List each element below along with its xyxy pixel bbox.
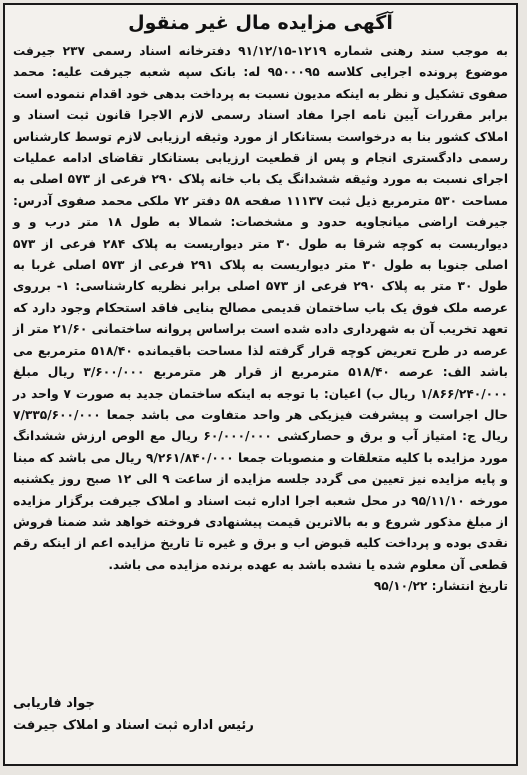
signature-block	[13, 693, 254, 737]
signer-name: جواد فاریابی	[13, 696, 95, 711]
notice-frame	[3, 3, 518, 766]
signer-title: رئیس اداره ثبت اسناد و املاک جیرفت	[13, 718, 254, 733]
publish-date: تاریخ انتشار: ۹۵/۱۰/۲۲	[373, 579, 508, 594]
notice-title: آگهی مزایده مال غیر منقول	[128, 12, 393, 34]
notice-body: به موجب سند رهنی شماره ۱۲۱۹-۹۱/۱۲/۱۵ دفترخانه اسناد رسمی ۲۳۷ جیرفت موضوع پرونده اجرایی کلاسه ۹۵۰۰۰۹۵ له: بانک سپه شعبه جیرفت علیه: محمد صفوی تشکیل و نظر به اینکه مدیون نسبت به پرداخت بدهی خود اقدام ننموده است برابر مقررات آیین نامه اجرا مفاد اسناد رسمی لازم الاجرا قانون ثبت اسناد و املاک کشور بنا به درخواست بستانکار از مورد وثیقه ارزیابی لازم توسط کارشناس رسمی دادگستری انجام و پس از قطعیت ارزیابی بستانکار تقاضای ادامه عملیات اجرای نسبت به مورد وثیقه ششدانگ یک باب خانه پلاک ۲۹۰ فرعی از ۵۷۳ اصلی به مساحت ۵۳۰ مترمربع ذیل ثبت ۱۱۱۳۷ صفحه ۵۸ دفتر ۷۲ ملکی محمد صفوی آدرس: جیرفت اراضی میانجاویه حدود و مشخصات: شمالا به طول ۱۸ متر درب و و دیواریست به کوچه شرقا به طول ۳۰ متر دیواریست به پلاک ۲۸۴ فرعی از ۵۷۳ اصلی جنوبا به طول ۳۰ متر دیواریست به پلاک ۲۹۱ فرعی از ۵۷۳ اصلی غربا به طول ۳۰ متر به پلاک ۲۹۰ فرعی از ۵۷۳ اصلی برابر نظریه کارشناسی: ۱- برروی عرصه ملک فوق یک باب ساختمان قدیمی مصالح بنایی فاقد استحکام وجود دارد که تعهد تخریب آن به شهرداری داده شده است براساس پروانه ساختمانی ۲۱/۶۰ متر از عرصه در طرح تعریض کوچه قرار گرفته لذا مساحت باقیمانده ۵۱۸/۴۰ مترمربع می باشد الف: عرصه ۵۱۸/۴۰ مترمربع از قرار هر مترمربع ۳/۶۰۰/۰۰۰ ریال مبلغ ۱/۸۶۶/۲۴۰/۰۰۰ ریال ب) اعیان: با توجه به اینکه ساختمان جدید به صورت ۷ واحد در حال اجراست و پیشرفت فیزیکی هر واحد متفاوت می باشد جمعا ۷/۳۳۵/۶۰۰/۰۰۰ ریال ج: امتیاز آب و برق و حصارکشی ۶۰/۰۰۰/۰۰۰ ریال مع الوص ارزش ششدانگ مورد مزایده با کلیه متعلقات و منصوبات جمعا ۹/۲۶۱/۸۴۰/۰۰۰ ریال می باشد که مبنا و پایه مزایده نیز تعیین می گردد جلسه مزایده از ساعت ۹ الی ۱۲ صبح روز یکشنبه مورخه ۹۵/۱۱/۱۰ در محل شعبه اجرا اداره ثبت اسناد و املاک جیرفت برگزار مزایده از مبلغ مذکور شروع و به بالاترین قیمت پیشنهادی فروخته خواهد شد ضمنا فروش نقدی بوده و پرداخت کلیه قبوض اب و برق و غیره تا تاریخ مزایده اعم از اینکه رقم قطعی آن معلوم شده یا نشده باشد به عهده برنده مزایده می باشد.	[13, 44, 509, 572]
